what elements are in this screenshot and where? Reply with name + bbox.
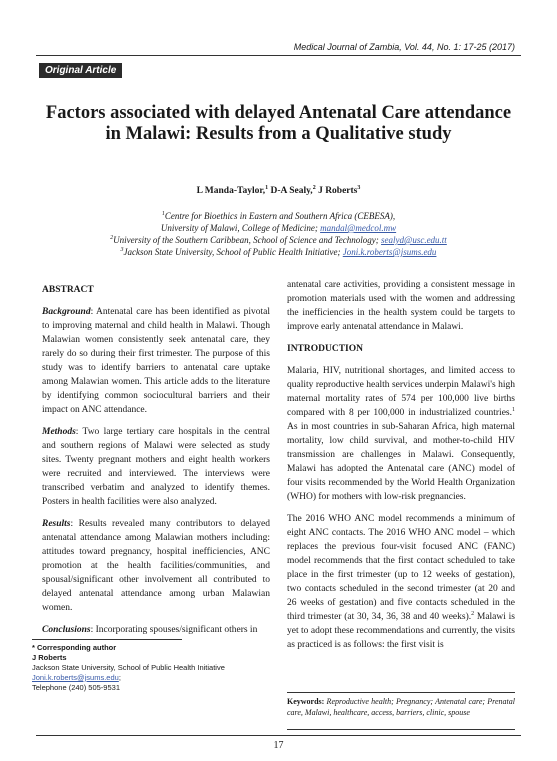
author-list: L Manda-Taylor,$^1$ D-A Sealy,$^2$ J Roberts$^3$	[196, 184, 361, 196]
header-rule	[36, 55, 521, 56]
footnote-rule	[32, 639, 182, 640]
page-number: 17	[273, 740, 284, 751]
author-name: D-A Sealy,	[270, 186, 313, 196]
introduction-heading: INTRODUCTION	[287, 344, 364, 354]
abstract-conclusions: Conclusions: Incorporating spouses/significant others in	[42, 625, 258, 635]
abstract-results: Results: Results revealed many contributors to delayed antenatal attendance among Malawian mothers including: attitudes toward pregnancy, hospital inefficiencies, ANC promotion at the health facilities/communities, and spousal/significant other involvement all contributed to delayed antenatal attendance among urban Malawian women.	[42, 519, 270, 613]
email-link[interactable]: sealyd@usc.edu.tt	[381, 235, 447, 245]
email-link[interactable]: Joni.k.roberts@jsums.edu	[342, 247, 437, 257]
footer-rule	[36, 735, 521, 736]
email-link[interactable]: mandal@medcol.mw	[320, 223, 397, 233]
article-title: Factors associated with delayed Antenatal Care attendance in Malawi: Results from a Qualitative study	[45, 103, 512, 144]
affiliations: $^1$Centre for Bioethics in Eastern and Southern Africa (CEBESA), University of Malawi, College of Medicine; mandal@medcol.mw $^2$University of the Southern Caribbean, School of Science and Technology; sealyd@usc.edu.tt $^3$Jackson State University, School of Public Health Initiative; Joni.k.roberts@jsums.edu	[110, 211, 447, 257]
abstract-column	[42, 283, 270, 645]
corresponding-author-footnote: * Corresponding author J Roberts Jackson State University, School of Public Health Initiative Joni.k.roberts@jsums.edu; Telephone (240) 505-9531	[32, 643, 225, 692]
abstract-methods: Methods: Two large tertiary care hospitals in the central and southern regions of Malawi were selected as study sites. Twenty pregnant mothers and eight health workers were recruited and interviewed. The interviews were transcribed verbatim and analyzed to identify themes. Posters in health facilities were also analyzed.	[42, 427, 270, 507]
abstract-background: Background: Antenatal care has been identified as pivotal to improving maternal and child health in Malawi. Though Malawian women consistently seek antenatal care, they rarely do so during their first trimester. The purpose of this study was to identify barriers to antenatal care uptake among Malawian women. This article adds to the literature by identifying common sociocultural barriers and their impact on ANC attendance.	[42, 307, 270, 415]
intro-paragraph: Malaria, HIV, nutritional shortages, and limited access to quality reproductive health services underpin Malawi's high maternal mortality rates of 574 per 100,000 live births compared with 8 per 100,000 in industrialized countries.$^1$ As in most countries in sub-Saharan Africa, high maternal mortality, low child survival, and mother-to-child HIV transmission are challenges in Malawi. Consequently, Malawi has adopted the Antenatal care (ANC) model of four visits recommended by the World Health Organization (WHO) for mothers with low-risk pregnancies.	[287, 366, 515, 502]
author-name: L Manda-Taylor,	[196, 186, 266, 196]
author-name: J Roberts	[318, 186, 358, 196]
journal-citation: Medical Journal of Zambia, Vol. 44, No. 1: 17-25 (2017)	[293, 42, 515, 52]
abstract-heading: ABSTRACT	[42, 285, 94, 295]
abstract-continued: antenatal care activities, providing a consistent message in promotion materials used with the women and addressing the inefficiencies in the health system could be targets to improve early antenatal attendance in Malawi.	[287, 280, 515, 332]
email-link[interactable]: Joni.k.roberts@jsums.edu	[32, 673, 119, 682]
right-column	[287, 278, 515, 660]
intro-paragraph: The 2016 WHO ANC model recommends a minimum of eight ANC contacts. The 2016 WHO ANC model – which replaces the previous four-visit focused ANC (FANC) model recommends that the first contact scheduled to take place in the first trimester (up to 12 weeks of gestation), two contacts scheduled in the second trimester (at 20 and 26 weeks of gestation) and five contacts scheduled in the third trimester (at 30, 34, 36, 38 and 40 weeks).$^2$ Malawi is yet to adopt these recommendations and currently, the visits as practiced is as follows: the first visit is	[287, 514, 515, 650]
section-badge: Original Article	[39, 63, 122, 78]
keywords-rule	[287, 729, 515, 730]
keywords-rule	[287, 692, 515, 693]
keywords: Keywords: Reproductive health; Pregnancy; Antenatal care; Prenatal care, Malawi, healthcare, access, barriers, clinic, spouse	[287, 697, 515, 717]
